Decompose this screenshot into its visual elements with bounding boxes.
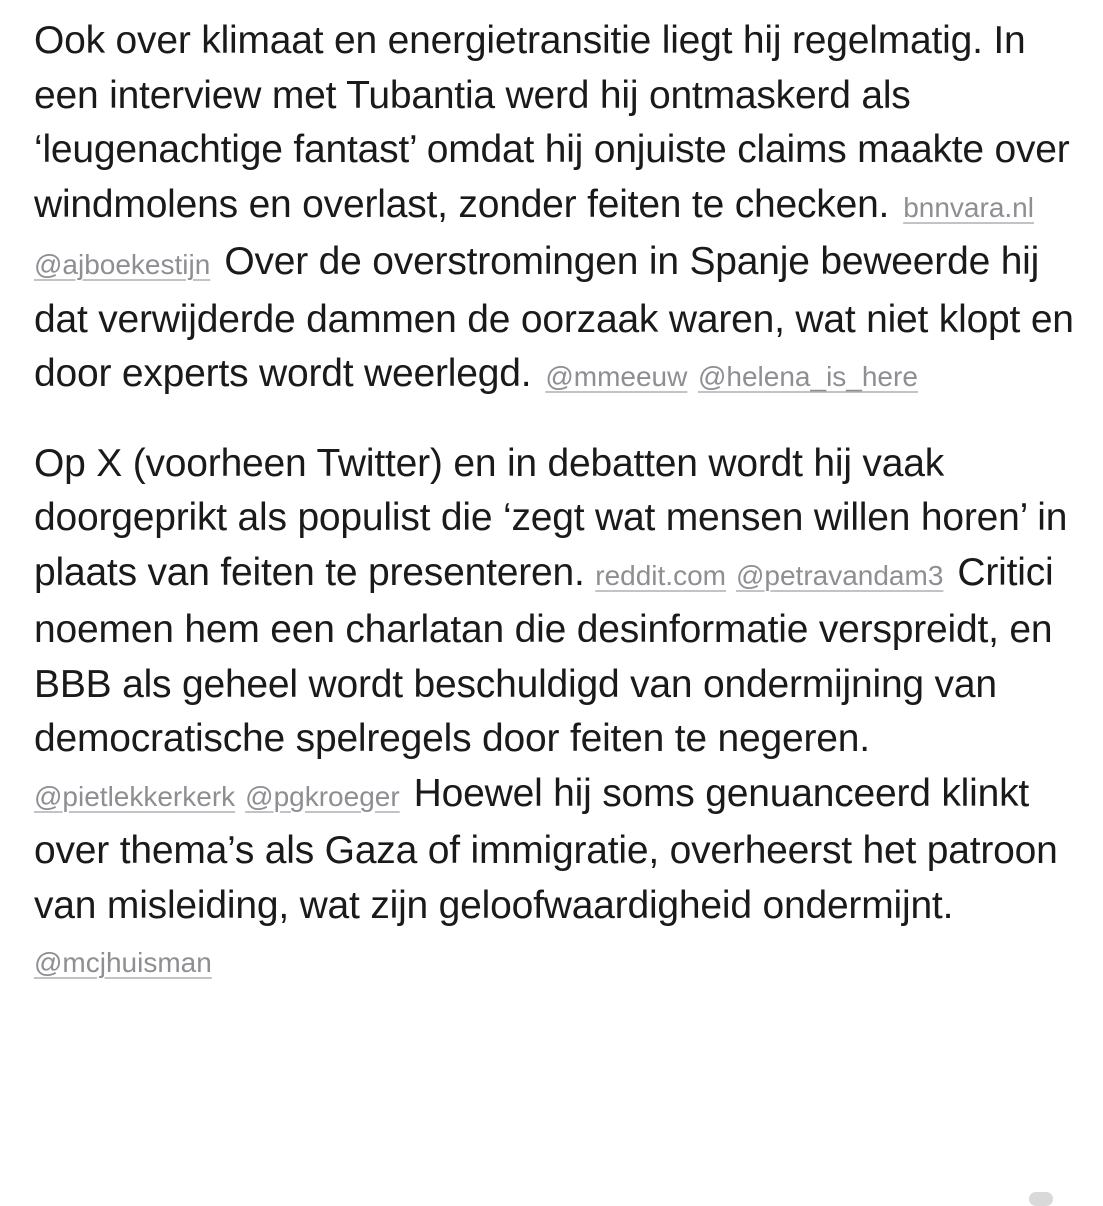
source-link-ajboekestijn[interactable]: @ajboekestijn xyxy=(34,249,211,280)
source-link-helena-is-here[interactable]: @helena_is_here xyxy=(697,361,918,392)
paragraph-text: Op X (voorheen Twitter) en in debatten wordt hij vaak doorgeprikt als populist die ‘zegt wat mensen willen horen’ in plaats van feiten te presenteren. xyxy=(34,441,1068,594)
paragraph-text: Ook over klimaat en energietransitie liegt hij regelmatig. In een interview met Tubantia werd hij ontmaskerd als ‘leugenachtige fantast’ omdat hij onjuiste claims maakte over windmolens en overlast, zonder feiten te checken. xyxy=(34,19,1070,226)
paragraph-populism xyxy=(34,437,1074,991)
paragraph-text: Over de overstromingen in Spanje beweerde hij dat verwijderde dammen de oorzaak waren, wat niet klopt en door experts wordt weerlegd. xyxy=(34,240,1074,395)
source-link-mmeeuw[interactable]: @mmeeuw xyxy=(545,361,688,392)
source-link-reddit[interactable]: reddit.com xyxy=(595,559,726,591)
paragraph-text: Critici noemen hem een charlatan die desinformatie verspreidt, en BBB als geheel wordt beschuldigd van ondermijning van democratische spelregels door feiten te negeren. xyxy=(34,550,1054,760)
source-link-petravandam3[interactable]: @petravandam3 xyxy=(735,559,944,591)
paragraph-climate xyxy=(34,14,1074,405)
source-link-pgkroeger[interactable]: @pgkroeger xyxy=(245,780,400,812)
paragraph-text: Hoewel hij soms genuanceerd klinkt over thema’s als Gaza of immigratie, overheerst het patroon van misleiding, wat zijn geloofwaardigheid ondermijnt. xyxy=(34,771,1058,927)
scroll-indicator xyxy=(1029,1192,1053,1206)
source-link-bnnvara[interactable]: bnnvara.nl xyxy=(903,191,1034,223)
source-link-mcjhuisman[interactable]: @mcjhuisman xyxy=(34,947,212,978)
article-body xyxy=(34,14,1074,991)
source-link-pietlekkerkerk[interactable]: @pietlekkerkerk xyxy=(34,780,236,812)
